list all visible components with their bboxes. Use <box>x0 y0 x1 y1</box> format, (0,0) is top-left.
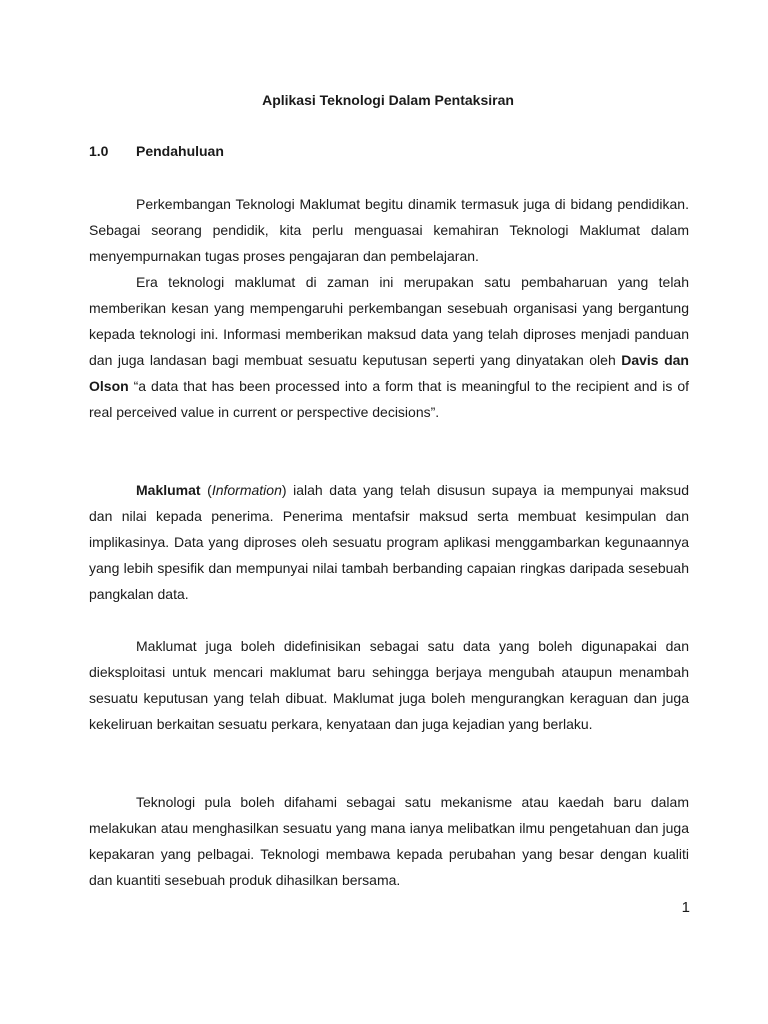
paragraph-era-teknologi <box>89 269 689 425</box>
term-maklumat: Maklumat <box>136 482 201 498</box>
open-parenthesis: ( <box>200 482 212 498</box>
citation-author: Davis dan Olson <box>89 352 689 394</box>
paragraph-intro-text: Perkembangan Teknologi Maklumat begitu dinamik termasuk juga di bidang pendidikan. Sebagai seorang pendidik, kita perlu menguasai kemahiran Teknologi Maklumat dalam menyempurnakan tugas proses pengajaran dan pembelajaran. <box>89 196 689 264</box>
section-title: Pendahuluan <box>136 143 224 159</box>
paragraph-teknologi-text: Teknologi pula boleh difahami sebagai satu mekanisme atau kaedah baru dalam melakukan atau menghasilkan sesuatu yang mana ianya melibatkan ilmu pengetahuan dan juga kepakaran yang pelbagai. Teknologi membawa kepada perubahan yang besar dengan kualiti dan kuantiti sesebuah produk dihasilkan bersama. <box>89 794 689 888</box>
paragraph-maklumat-definition <box>89 477 689 607</box>
paragraph-teknologi <box>89 789 689 893</box>
paragraph-era-text-start: Era teknologi maklumat di zaman ini merupakan satu pembaharuan yang telah memberikan kesan yang mempengaruhi perkembangan sesebuah organisasi yang bergantung kepada teknologi ini. Informasi memberikan maksud data yang telah diproses menjadi panduan dan juga landasan bagi membuat sesuatu keputusan seperti yang dinyatakan oleh <box>89 274 689 368</box>
document-title: Aplikasi Teknologi Dalam Pentaksiran <box>262 92 514 108</box>
paragraph-maklumat-extra-text: Maklumat juga boleh didefinisikan sebagai satu data yang boleh digunapakai dan dieksploitasi untuk mencari maklumat baru sehingga berjaya mengubah ataupun menambah sesuatu keputusan yang telah dibuat. Maklumat juga boleh mengurangkan keraguan dan juga kekeliruan berkaitan sesuatu perkara, kenyataan dan juga kejadian yang berlaku. <box>89 638 689 732</box>
section-heading <box>89 141 224 161</box>
paragraph-intro <box>89 191 689 269</box>
term-information: Information <box>211 482 282 498</box>
section-number: 1.0 <box>89 143 109 159</box>
paragraph-maklumat-text: ) ialah data yang telah disusun supaya ia mempunyai maksud dan nilai kepada penerima. Penerima mentafsir maksud serta membuat kesimpulan dan implikasinya. Data yang diproses oleh sesuatu program aplikasi menggambarkan kegunaannya yang lebih spesifik dan mempunyai nilai tambah berbanding capaian ringkas daripada sesebuah pangkalan data. <box>89 482 689 602</box>
page-number: 1 <box>681 899 690 916</box>
paragraph-maklumat-extra <box>89 633 689 737</box>
paragraph-era-text-quote: “a data that has been processed into a form that is meaningful to the recipient and is of real perceived value in current or perspective decisions”. <box>89 378 689 420</box>
